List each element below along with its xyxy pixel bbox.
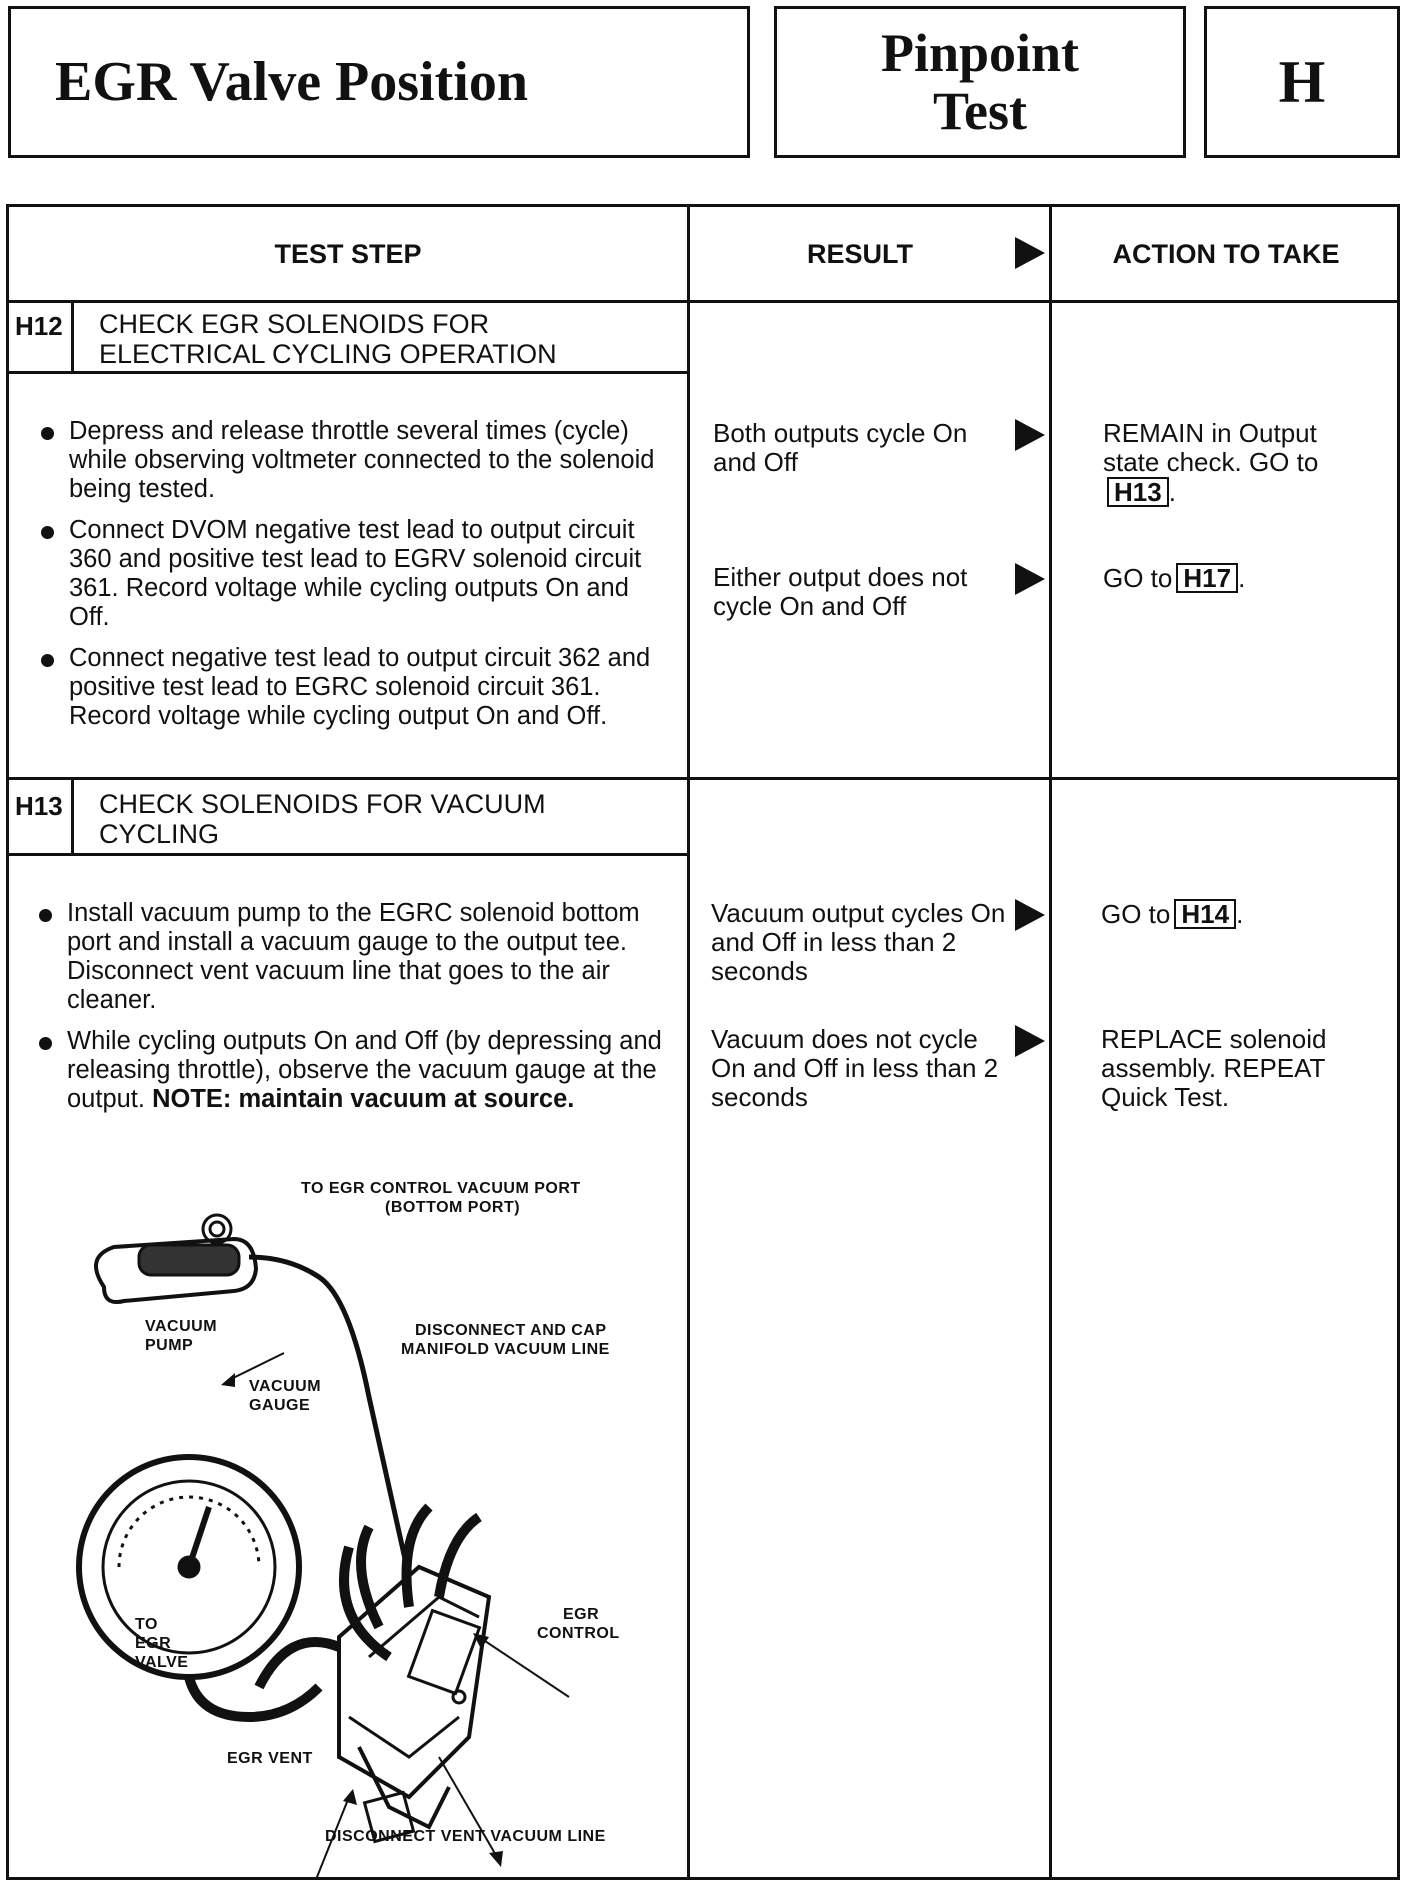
h13-result-2: Vacuum does not cycle On and Off in less than 2 seconds [711,1024,999,1112]
column-divider-2 [1049,207,1052,1877]
h12-step-title: CHECK EGR SOLENOIDS FOR ELECTRICAL CYCLING OPERATION [99,309,557,369]
header-action: ACTION TO TAKE [1112,238,1340,269]
h12-step-id: H12 [15,311,63,341]
column-divider-1 [687,207,690,1877]
h12-bullet-2: Connect DVOM negative test lead to output circuit 360 and positive test lead to EGRV solenoid circuit 361. Record voltage while cycling outputs On and Off. [37,516,667,632]
label-egr-vent: EGR VENT [227,1750,313,1767]
h13-instructions [35,899,671,1126]
section-divider [9,777,1397,780]
h13-bullet-2: While cycling outputs On and Off (by depressing and releasing throttle), observe the vacuum gauge at the output. NOTE: maintain vacuum at source. [35,1027,671,1114]
h12-bullet-1: Depress and release throttle several times (cycle) while observing voltmeter connected to the solenoid being tested. [37,417,667,504]
vacuum-test-diagram [9,1157,687,1877]
h13-result-1: Vacuum output cycles On and Off in less than 2 seconds [711,898,1006,986]
h12-action-1: REMAIN in Output state check. GO toH13 . [1103,418,1319,507]
pinpoint-table [6,204,1400,1880]
pinpoint-test-label [774,6,1186,158]
page-title [8,6,750,158]
h13-step-title: CHECK SOLENOIDS FOR VACUUM CYCLING [99,789,546,849]
h12-result-2: Either output does not cycle On and Off [713,562,968,621]
label-vacuum-gauge: VACUUM GAUGE [249,1378,322,1414]
h13-id-divider [71,777,74,855]
h12-bullet-3: Connect negative test lead to output circuit 362 and positive test lead to EGRC solenoid circuit 361. Record voltage while cycling output On and Off. [37,644,667,731]
h12-action-2: GO to H17 . [1103,563,1246,593]
arrow-icon [1015,899,1045,931]
label-disconnect-cap: DISCONNECT AND CAP MANIFOLD VACUUM LINE [401,1322,610,1358]
title-text: EGR Valve Position [55,51,528,113]
arrow-icon [1015,1025,1045,1057]
h13-action-1: GO to H14 . [1101,899,1244,929]
arrow-icon [1015,237,1045,269]
label-disconnect-vent-line: DISCONNECT VENT VACUUM LINE [325,1828,606,1845]
h12-result-1: Both outputs cycle On and Off [713,418,968,477]
label-vacuum-pump: VACUUM PUMP [145,1318,218,1354]
header-result: RESULT [807,238,913,269]
h14-reference[interactable]: H14 [1174,899,1236,929]
pinpoint-line-2: Test [932,81,1028,141]
arrow-icon [1015,419,1045,451]
label-to-egr-valve: TO EGR VALVE [135,1616,189,1671]
test-letter [1204,6,1400,158]
h13-step-id: H13 [15,791,63,821]
arrow-icon [1015,563,1045,595]
h12-instructions [37,417,667,743]
header-test-step: TEST STEP [274,238,422,269]
h17-reference[interactable]: H17 [1176,563,1238,593]
test-letter-text: H [1278,48,1326,115]
h13-action-2: REPLACE solenoid assembly. REPEAT Quick Test. [1101,1024,1327,1112]
h12-id-divider [71,300,74,374]
h13-bullet-1: Install vacuum pump to the EGRC solenoid bottom port and install a vacuum gauge to the output tee. Disconnect vent vacuum line that goes to the air cleaner. [35,899,671,1015]
solenoid-diagram-illustration [9,1157,687,1877]
h13-title-divider [9,853,687,856]
pinpoint-line-1: Pinpoint [880,23,1080,83]
label-egr-control: EGR CONTROL [537,1606,620,1642]
label-egr-control-port: TO EGR CONTROL VACUUM PORT (BOTTOM PORT) [301,1180,581,1216]
h13-reference[interactable]: H13 [1107,477,1169,507]
h12-title-divider [9,371,687,374]
